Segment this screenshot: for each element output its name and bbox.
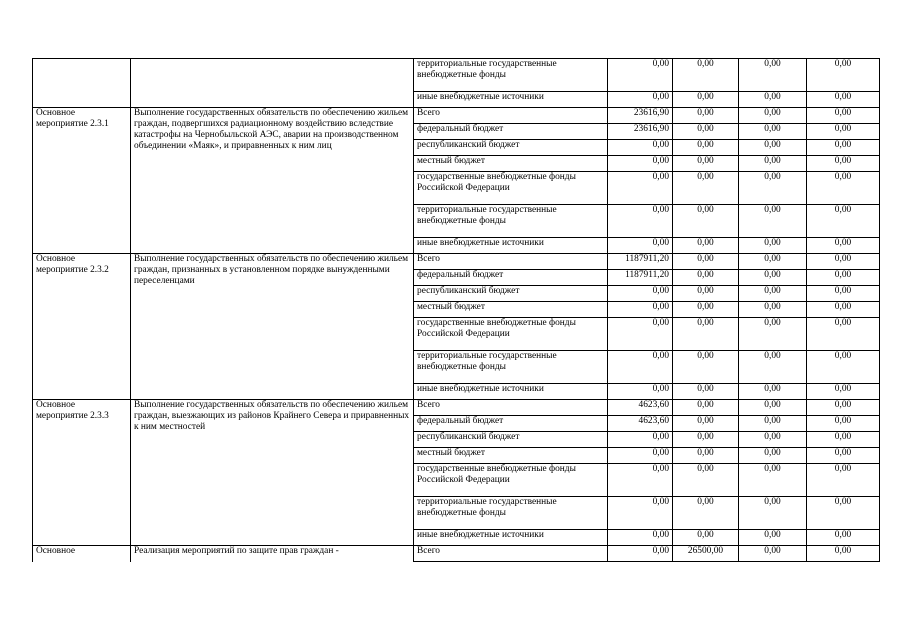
value-cell: 0,00 (739, 59, 807, 92)
value-cell: 0,00 (608, 92, 673, 108)
value-cell: 0,00 (673, 318, 739, 351)
value-cell: 0,00 (807, 497, 880, 530)
value-cell: 0,00 (739, 108, 807, 124)
value-cell: 0,00 (807, 270, 880, 286)
value-cell: 0,00 (807, 546, 880, 562)
funding-source-cell: Всего (414, 546, 608, 562)
value-cell: 0,00 (608, 172, 673, 205)
value-cell: 0,00 (807, 302, 880, 318)
funding-source-cell: иные внебюджетные источники (414, 238, 608, 254)
funding-source-cell: федеральный бюджет (414, 270, 608, 286)
value-cell: 0,00 (673, 172, 739, 205)
value-cell: 0,00 (739, 432, 807, 448)
value-cell: 0,00 (739, 416, 807, 432)
funding-source-cell: республиканский бюджет (414, 432, 608, 448)
value-cell: 0,00 (807, 416, 880, 432)
description-cell-continued (131, 59, 414, 108)
value-cell: 0,00 (608, 205, 673, 238)
value-cell: 0,00 (673, 384, 739, 400)
value-cell: 0,00 (739, 156, 807, 172)
value-cell: 4623,60 (608, 400, 673, 416)
value-cell: 0,00 (608, 432, 673, 448)
value-cell: 0,00 (739, 254, 807, 270)
value-cell: 0,00 (608, 497, 673, 530)
value-cell: 0,00 (739, 172, 807, 205)
funding-source-cell: местный бюджет (414, 302, 608, 318)
value-cell: 0,00 (673, 205, 739, 238)
value-cell: 0,00 (608, 448, 673, 464)
funding-source-cell: иные внебюджетные источники (414, 384, 608, 400)
value-cell: 0,00 (673, 351, 739, 384)
table-row (33, 400, 880, 416)
value-cell: 0,00 (673, 140, 739, 156)
value-cell: 0,00 (807, 238, 880, 254)
value-cell: 0,00 (739, 140, 807, 156)
activity-cell-continued (33, 59, 131, 108)
funding-source-cell: республиканский бюджет (414, 140, 608, 156)
value-cell: 0,00 (739, 318, 807, 351)
funding-source-cell: местный бюджет (414, 156, 608, 172)
value-cell: 0,00 (807, 530, 880, 546)
value-cell: 0,00 (608, 464, 673, 497)
value-cell: 0,00 (739, 497, 807, 530)
value-cell: 0,00 (608, 286, 673, 302)
value-cell: 0,00 (673, 464, 739, 497)
value-cell: 0,00 (608, 351, 673, 384)
value-cell: 0,00 (739, 448, 807, 464)
value-cell: 0,00 (807, 432, 880, 448)
value-cell: 0,00 (673, 448, 739, 464)
table-row (33, 59, 880, 92)
value-cell: 0,00 (807, 108, 880, 124)
value-cell: 0,00 (807, 318, 880, 351)
value-cell: 0,00 (807, 254, 880, 270)
value-cell: 0,00 (608, 302, 673, 318)
activity-cell: Основное мероприятие 2.3.3 (33, 400, 131, 546)
value-cell: 0,00 (739, 92, 807, 108)
funding-source-cell: Всего (414, 254, 608, 270)
table-row (33, 254, 880, 270)
description-cell: Реализация мероприятий по защите прав граждан - (131, 546, 414, 562)
value-cell: 0,00 (807, 464, 880, 497)
value-cell: 0,00 (807, 205, 880, 238)
value-cell: 0,00 (739, 238, 807, 254)
value-cell: 0,00 (807, 400, 880, 416)
table-row (33, 108, 880, 124)
value-cell: 0,00 (807, 124, 880, 140)
value-cell: 0,00 (807, 140, 880, 156)
value-cell: 0,00 (673, 156, 739, 172)
funding-source-cell: Всего (414, 108, 608, 124)
value-cell: 0,00 (807, 286, 880, 302)
value-cell: 0,00 (673, 270, 739, 286)
value-cell: 0,00 (807, 59, 880, 92)
value-cell: 0,00 (673, 286, 739, 302)
value-cell: 0,00 (807, 172, 880, 205)
funding-source-cell: государственные внебюджетные фонды Российской Федерации (414, 318, 608, 351)
funding-source-cell: территориальные государственные внебюджетные фонды (414, 497, 608, 530)
value-cell: 1187911,20 (608, 254, 673, 270)
value-cell: 0,00 (673, 124, 739, 140)
value-cell: 0,00 (739, 384, 807, 400)
value-cell: 0,00 (673, 59, 739, 92)
funding-source-cell: территориальные государственные внебюджетные фонды (414, 351, 608, 384)
value-cell: 0,00 (673, 92, 739, 108)
value-cell: 4623,60 (608, 416, 673, 432)
table-row (33, 546, 880, 562)
value-cell: 23616,90 (608, 108, 673, 124)
value-cell: 0,00 (673, 400, 739, 416)
funding-source-cell: местный бюджет (414, 448, 608, 464)
funding-source-cell: территориальные государственные внебюджетные фонды (414, 205, 608, 238)
budget-table (32, 58, 880, 562)
value-cell: 0,00 (608, 156, 673, 172)
value-cell: 0,00 (673, 416, 739, 432)
value-cell: 0,00 (608, 238, 673, 254)
value-cell: 0,00 (673, 302, 739, 318)
funding-source-cell: государственные внебюджетные фонды Российской Федерации (414, 172, 608, 205)
value-cell: 0,00 (739, 464, 807, 497)
description-cell: Выполнение государственных обязательств по обеспечению жильем граждан, признанных в установленном порядке вынужденными переселенцами (131, 254, 414, 400)
value-cell: 0,00 (739, 400, 807, 416)
value-cell: 0,00 (807, 156, 880, 172)
value-cell: 0,00 (608, 530, 673, 546)
funding-source-cell: республиканский бюджет (414, 286, 608, 302)
value-cell: 0,00 (807, 351, 880, 384)
value-cell: 0,00 (807, 92, 880, 108)
value-cell: 23616,90 (608, 124, 673, 140)
funding-source-cell: федеральный бюджет (414, 124, 608, 140)
value-cell: 1187911,20 (608, 270, 673, 286)
value-cell: 0,00 (739, 205, 807, 238)
value-cell: 0,00 (739, 302, 807, 318)
value-cell: 0,00 (608, 384, 673, 400)
activity-cell: Основное мероприятие 2.3.2 (33, 254, 131, 400)
value-cell: 0,00 (673, 108, 739, 124)
value-cell: 0,00 (673, 254, 739, 270)
activity-cell: Основное (33, 546, 131, 562)
description-cell: Выполнение государственных обязательств по обеспечению жильем граждан, подвергшихся радиационному воздействию вследствие катастрофы на Чернобыльской АЭС, аварии на производственном объединении «Маяк», и приравненных к ним лиц (131, 108, 414, 254)
funding-source-cell: федеральный бюджет (414, 416, 608, 432)
funding-source-cell: территориальные государственные внебюджетные фонды (414, 59, 608, 92)
value-cell: 0,00 (608, 59, 673, 92)
value-cell: 0,00 (807, 384, 880, 400)
funding-source-cell: иные внебюджетные источники (414, 92, 608, 108)
value-cell: 0,00 (739, 351, 807, 384)
funding-source-cell: Всего (414, 400, 608, 416)
value-cell: 0,00 (673, 530, 739, 546)
activity-cell: Основное мероприятие 2.3.1 (33, 108, 131, 254)
value-cell: 26500,00 (673, 546, 739, 562)
description-cell: Выполнение государственных обязательств по обеспечению жильем граждан, выезжающих из районов Крайнего Севера и приравненных к ним местностей (131, 400, 414, 546)
value-cell: 0,00 (673, 432, 739, 448)
value-cell: 0,00 (608, 318, 673, 351)
funding-source-cell: государственные внебюджетные фонды Российской Федерации (414, 464, 608, 497)
value-cell: 0,00 (739, 270, 807, 286)
value-cell: 0,00 (608, 140, 673, 156)
funding-source-cell: иные внебюджетные источники (414, 530, 608, 546)
value-cell: 0,00 (673, 497, 739, 530)
value-cell: 0,00 (739, 546, 807, 562)
value-cell: 0,00 (739, 530, 807, 546)
value-cell: 0,00 (739, 286, 807, 302)
value-cell: 0,00 (673, 238, 739, 254)
value-cell: 0,00 (608, 546, 673, 562)
value-cell: 0,00 (807, 448, 880, 464)
value-cell: 0,00 (739, 124, 807, 140)
